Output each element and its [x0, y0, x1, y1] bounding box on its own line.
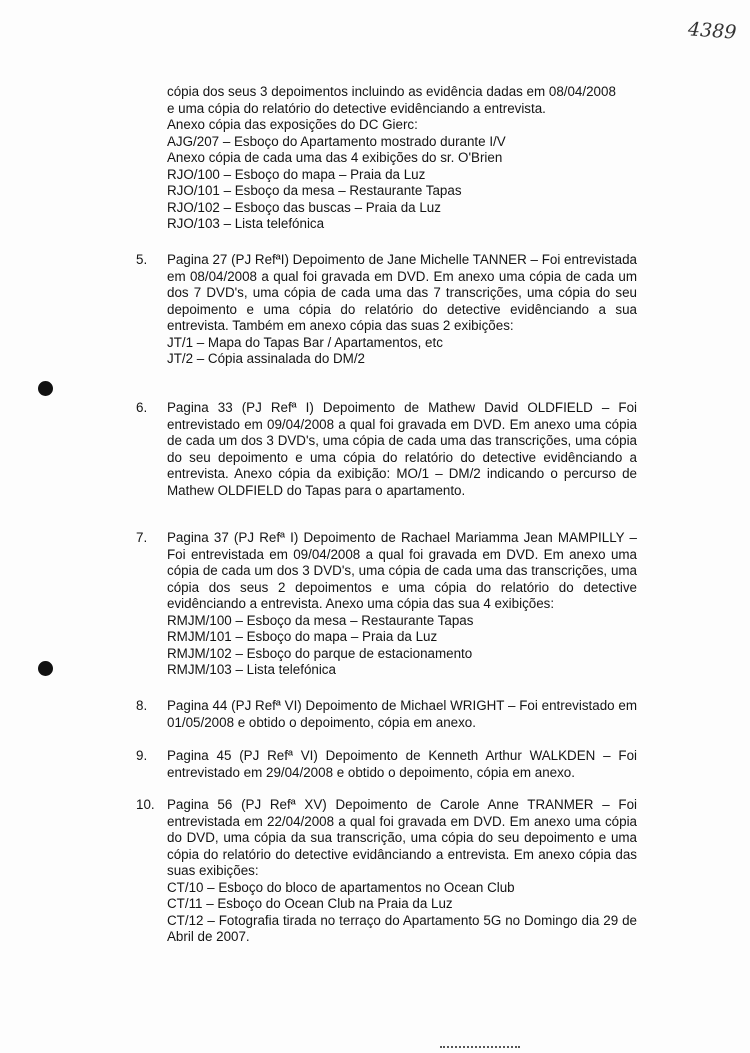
exhibit-line: JT/1 – Mapa do Tapas Bar / Apartamentos, etc: [167, 334, 443, 350]
item-text: Pagina 27 (PJ RefªI) Depoimento de Jane Michelle TANNER – Foi entrevistada em 08/04/2008 a qual foi gravada em DVD. Em anexo uma cópia de cada um dos 7 DVD's, uma cópia de cada uma das 7 transcrições, uma cópia do seu depoimento e uma cópia do relatório do detective evidênciando a sua entrevista. Também em anexo cópia das suas 2 exibições:: [167, 252, 637, 333]
exhibit-line: RMJM/102 – Esboço do parque de estacionamento: [167, 645, 473, 661]
item-number: 5.: [136, 252, 148, 267]
list-item: [136, 530, 637, 679]
item-number: 10.: [136, 797, 155, 812]
list-item: [136, 797, 637, 946]
item-number: 7.: [136, 530, 148, 545]
intro-line: e uma cópia do relatório do detective evidênciando a entrevista.: [167, 100, 546, 116]
punch-hole: [38, 381, 53, 396]
item-text: Pagina 44 (PJ Refª VI) Depoimento de Michael WRIGHT – Foi entrevistado em 01/05/2008 e obtido o depoimento, cópia em anexo.: [167, 698, 637, 730]
item-text: Pagina 45 (PJ Refª VI) Depoimento de Kenneth Arthur WALKDEN – Foi entrevistado em 29/04/2008 e obtido o depoimento, cópia em anexo.: [167, 748, 637, 780]
intro-line: AJG/207 – Esboço do Apartamento mostrado durante I/V: [167, 133, 506, 149]
intro-line: RJO/102 – Esboço das buscas – Praia da Luz: [167, 199, 441, 215]
list-item: [136, 252, 637, 368]
exhibit-line: RMJM/103 – Lista telefónica: [167, 662, 336, 677]
intro-line: Anexo cópia das exposições do DC Gierc:: [167, 117, 418, 132]
item-number: 8.: [136, 698, 148, 713]
intro-line: RJO/103 – Lista telefónica: [167, 216, 325, 231]
exhibit-line: CT/11 – Esboço do Ocean Club na Praia da Luz: [167, 896, 453, 911]
item-number: 6.: [136, 400, 148, 415]
scan-mark: [440, 1046, 520, 1048]
intro-line: cópia dos seus 3 depoimentos incluindo as evidência dadas em 08/04/2008: [167, 84, 616, 99]
list-item: [136, 748, 637, 781]
list-item: [136, 698, 637, 731]
list-item: [136, 400, 637, 499]
exhibit-line: RMJM/101 – Esboço do mapa – Praia da Luz: [167, 629, 438, 644]
item-number: 9.: [136, 748, 148, 763]
handwritten-page-number: 4389: [687, 18, 738, 44]
exhibit-line: CT/12 – Fotografia tirada no terraço do Apartamento 5G no Domingo dia 29 de Abril de 2007.: [167, 912, 637, 944]
item-text: Pagina 33 (PJ Refª I) Depoimento de Mathew David OLDFIELD – Foi entrevistado em 09/04/2008 a qual foi gravada em DVD. Em anexo uma cópia de cada um dos 3 DVD's, uma cópia de cada uma das transcrições, uma cópia do seu depoimento e uma cópia do relatório do detective evidênciando a entrevista. Anexo cópia da exibição: MO/1 – DM/2 indicando o percurso de Mathew OLDFIELD do Tapas para o apartamento.: [167, 400, 637, 498]
intro-line: RJO/100 – Esboço do mapa – Praia da Luz: [167, 166, 426, 182]
punch-hole: [38, 661, 53, 676]
exhibit-line: JT/2 – Cópia assinalada do DM/2: [167, 351, 365, 366]
item-text: Pagina 37 (PJ Refª I) Depoimento de Rachael Mariamma Jean MAMPILLY – Foi entrevistada em 09/04/2008 a qual foi gravada em DVD. Em anexo uma cópia de cada um dos 3 DVD's, uma cópia de cada uma das transcrições, uma cópia dos seus 2 depoimentos e uma cópia do relatório do detective evidênciando a entrevista. Anexo uma cópia das sua 4 exibições:: [167, 530, 637, 611]
intro-block: [167, 84, 637, 233]
exhibit-line: RMJM/100 – Esboço da mesa – Restaurante Tapas: [167, 612, 474, 628]
item-text: Pagina 56 (PJ Refª XV) Depoimento de Carole Anne TRANMER – Foi entrevistada em 22/04/2008 a qual foi gravada em DVD. Em anexo uma cópia do DVD, uma cópia da sua transcrição, uma cópia do seu depoimento e uma cópia do relatório do detective evidânciando a entrevista. Em anexo cópia das suas exibições:: [167, 797, 637, 878]
exhibit-line: CT/10 – Esboço do bloco de apartamentos no Ocean Club: [167, 879, 515, 895]
intro-line: RJO/101 – Esboço da mesa – Restaurante Tapas: [167, 183, 462, 198]
intro-line: Anexo cópia de cada uma das 4 exibições do sr. O'Brien: [167, 150, 503, 165]
